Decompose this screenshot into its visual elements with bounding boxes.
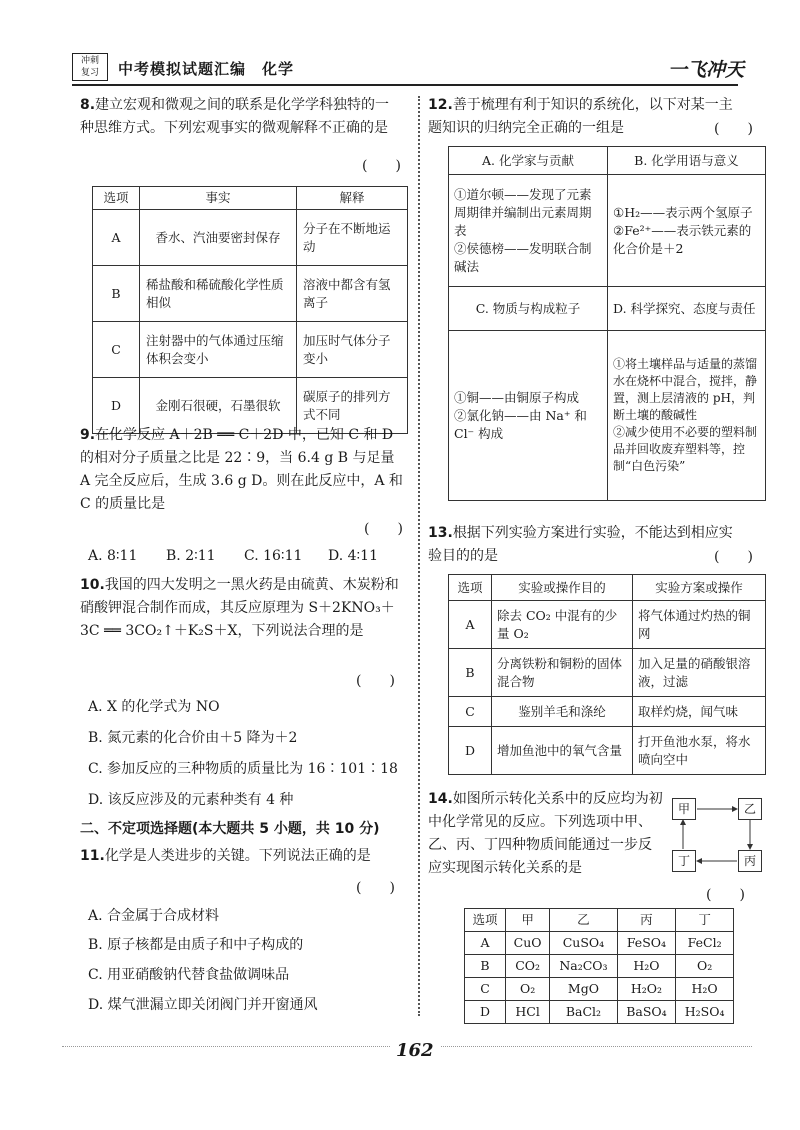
method-cell: 加入足量的硝酸银溶液，过滤: [633, 649, 766, 697]
explanation-cell: 加压时气体分子变小: [297, 322, 408, 378]
answer-paren: ( ): [356, 880, 395, 896]
logo-text: 冲刺 复习: [80, 56, 99, 78]
cell: FeSO₄: [617, 932, 676, 955]
q11-option-d: D. 煤气泄漏立即关闭阀门并开窗通风: [88, 997, 318, 1013]
question-13: [428, 522, 746, 568]
purpose-cell: 鉴别羊毛和涤纶: [492, 697, 633, 727]
explanation-cell: 分子在不断地运动: [297, 210, 408, 266]
purpose-cell: 除去 CO₂ 中混有的少量 O₂: [492, 601, 633, 649]
answer-paren: ( ): [364, 521, 403, 537]
q13-table: [448, 574, 766, 775]
cell: Na₂CO₃: [550, 955, 617, 978]
table-row: [465, 955, 734, 978]
node-bing: 丙: [738, 850, 762, 872]
method-cell: 将气体通过灼热的铜网: [633, 601, 766, 649]
q14-table: [464, 908, 734, 1024]
purpose-cell: 增加鱼池中的氧气含量: [492, 727, 633, 775]
table-row: [465, 932, 734, 955]
column-divider: [418, 96, 420, 1016]
question-12: [428, 94, 746, 140]
cell: O₂: [676, 955, 734, 978]
q11-option-a: A. 合金属于合成材料: [88, 908, 220, 924]
q11-option-b: B. 原子核都是由质子和中子构成的: [88, 937, 304, 953]
purpose-cell: 分离铁粉和铜粉的固体混合物: [492, 649, 633, 697]
table-row: [93, 210, 408, 266]
col-header: 实验或操作目的: [492, 575, 633, 601]
node-yi: 乙: [738, 798, 762, 820]
cell: O₂: [505, 978, 549, 1001]
diagram-arrows: [670, 796, 766, 874]
cell: A: [465, 932, 506, 955]
question-text: 如图所示转化关系中的反应均为初中化学常见的反应。下列选项中甲、乙、丙、丁四种物质间能通过一步反应实现图示转化关系的是: [428, 791, 663, 876]
cell: H₂O: [676, 978, 734, 1001]
cell: BaCl₂: [550, 1001, 617, 1024]
answer-paren: ( ): [714, 549, 753, 565]
question-text: 我国的四大发明之一黑火药是由硫黄、木炭粉和硝酸钾混合制作而成，其反应原理为 S＋2KNO₃＋3C ══ 3CO₂↑＋K₂S＋X，下列说法合理的是: [80, 577, 399, 639]
q10-option-c: C. 参加反应的三种物质的质量比为 16∶101∶18: [88, 761, 398, 777]
page-number: 162: [390, 1040, 440, 1061]
answer-paren: ( ): [356, 673, 395, 689]
question-14: [428, 788, 664, 880]
question-number: 13.: [428, 525, 453, 541]
table-row: [449, 601, 766, 649]
table-row: [93, 322, 408, 378]
fact-cell: 香水、汽油要密封保存: [140, 210, 297, 266]
col-header: 乙: [550, 909, 617, 932]
cell-a-body: ①道尔顿——发现了元素周期律并编制出元素周期表 ②侯德榜——发明联合制碱法: [449, 175, 608, 287]
option-a: A. 8∶11: [88, 548, 138, 564]
node-ding: 丁: [672, 850, 696, 872]
col-header: 丁: [676, 909, 734, 932]
cell-a-title: A. 化学家与贡献: [449, 147, 608, 175]
question-11: [80, 845, 406, 868]
answer-paren: ( ): [706, 887, 745, 903]
header-title: 中考模拟试题汇编 化学: [118, 60, 295, 78]
cell: BaSO₄: [617, 1001, 676, 1024]
cell-c-body: ①铜——由铜原子构成 ②氯化钠——由 Na⁺ 和 Cl⁻ 构成: [449, 331, 608, 501]
question-number: 14.: [428, 791, 453, 807]
option-cell: A: [449, 601, 492, 649]
question-number: 10.: [80, 577, 105, 593]
question-text: 化学是人类进步的关键。下列说法正确的是: [104, 848, 371, 864]
header-logo: [72, 53, 108, 81]
cell: CuSO₄: [550, 932, 617, 955]
header-rule: [72, 84, 738, 86]
table-row: [93, 266, 408, 322]
q11-option-c: C. 用亚硝酸钠代替食盐做调味品: [88, 967, 290, 983]
cell-c-title: C. 物质与构成粒子: [449, 287, 608, 331]
q9-options: [88, 545, 408, 568]
question-number: 9.: [80, 427, 96, 443]
table-row: [449, 649, 766, 697]
q10-option-a: A. X 的化学式为 NO: [88, 699, 220, 715]
cell: H₂O: [617, 955, 676, 978]
question-text: 善于梳理有利于知识的系统化，以下对某一主题知识的归纳完全正确的一组是: [428, 97, 733, 136]
option-cell: D: [449, 727, 492, 775]
method-cell: 取样灼烧，闻气味: [633, 697, 766, 727]
question-9: [80, 424, 406, 516]
col-header: 丙: [617, 909, 676, 932]
answer-paren: ( ): [362, 158, 401, 174]
question-number: 8.: [80, 97, 96, 113]
cell-d-body: ①将土壤样品与适量的蒸馏水在烧杯中混合，搅拌，静置，测上层清液的 pH，判断土壤的酸碱性 ②减少使用不必要的塑料制品并回收废弃塑料等，控制“白色污染”: [608, 331, 766, 501]
cell: FeCl₂: [676, 932, 734, 955]
question-8: [80, 94, 400, 140]
option-b: B. 2∶11: [166, 548, 216, 564]
question-text: 建立宏观和微观之间的联系是化学学科独特的一种思维方式。下列宏观事实的微观解释不正确的是: [80, 97, 390, 136]
col-header: 实验方案或操作: [633, 575, 766, 601]
conversion-diagram: [670, 796, 766, 874]
explanation-cell: 碳原子的排列方式不同: [297, 378, 408, 434]
question-number: 11.: [80, 848, 105, 864]
method-cell: 打开鱼池水泵，将水喷向空中: [633, 727, 766, 775]
option-cell: B: [93, 266, 140, 322]
table-row: [465, 1001, 734, 1024]
cell: H₂O₂: [617, 978, 676, 1001]
option-d: D. 4∶11: [328, 548, 378, 564]
option-c: C. 16∶11: [244, 548, 303, 564]
fact-cell: 注射器中的气体通过压缩体积会变小: [140, 322, 297, 378]
fact-cell: 稀盐酸和稀硫酸化学性质相似: [140, 266, 297, 322]
option-cell: B: [449, 649, 492, 697]
cell-d-title: D. 科学探究、态度与责任: [608, 287, 766, 331]
option-cell: C: [449, 697, 492, 727]
table-row: [449, 697, 766, 727]
explanation-cell: 溶液中都含有氢离子: [297, 266, 408, 322]
table-row: [449, 727, 766, 775]
col-header: 选项: [465, 909, 506, 932]
cell: MgO: [550, 978, 617, 1001]
header-brand: 一飞冲天: [668, 59, 745, 81]
cell: H₂SO₄: [676, 1001, 734, 1024]
option-cell: A: [93, 210, 140, 266]
col-header: 选项: [93, 187, 140, 210]
question-text: 根据下列实验方案进行实验，不能达到相应实验目的的是: [428, 525, 733, 564]
answer-paren: ( ): [714, 121, 753, 137]
q10-option-b: B. 氮元素的化合价由＋5 降为＋2: [88, 730, 298, 746]
table-row: [465, 978, 734, 1001]
col-header: 选项: [449, 575, 492, 601]
col-header: 解释: [297, 187, 408, 210]
q12-table: [448, 146, 766, 501]
q10-option-d: D. 该反应涉及的元素种类有 4 种: [88, 792, 294, 808]
cell: HCl: [505, 1001, 549, 1024]
cell: C: [465, 978, 506, 1001]
node-jia: 甲: [672, 798, 696, 820]
cell: B: [465, 955, 506, 978]
q8-table: [92, 186, 408, 434]
cell: CuO: [505, 932, 549, 955]
fact-cell: 金刚石很硬，石墨很软: [140, 378, 297, 434]
question-text: 在化学反应 A＋2B ══ C＋2D 中，已知 C 和 D 的相对分子质量之比是 22∶9，当 6.4 g B 与足量 A 完全反应后，生成 3.6 g D。则在此反应中，A 和 C 的质量比是: [80, 427, 403, 512]
col-header: 甲: [505, 909, 549, 932]
option-cell: C: [93, 322, 140, 378]
option-cell: D: [93, 378, 140, 434]
cell-b-body: ①H₂——表示两个氢原子 ②Fe²⁺——表示铁元素的化合价是＋2: [608, 175, 766, 287]
question-number: 12.: [428, 97, 453, 113]
cell: D: [465, 1001, 506, 1024]
cell: CO₂: [505, 955, 549, 978]
cell-b-title: B. 化学用语与意义: [608, 147, 766, 175]
question-10: [80, 574, 406, 643]
col-header: 事实: [140, 187, 297, 210]
section-heading: 二、不定项选择题(本大题共 5 小题，共 10 分): [80, 821, 380, 837]
